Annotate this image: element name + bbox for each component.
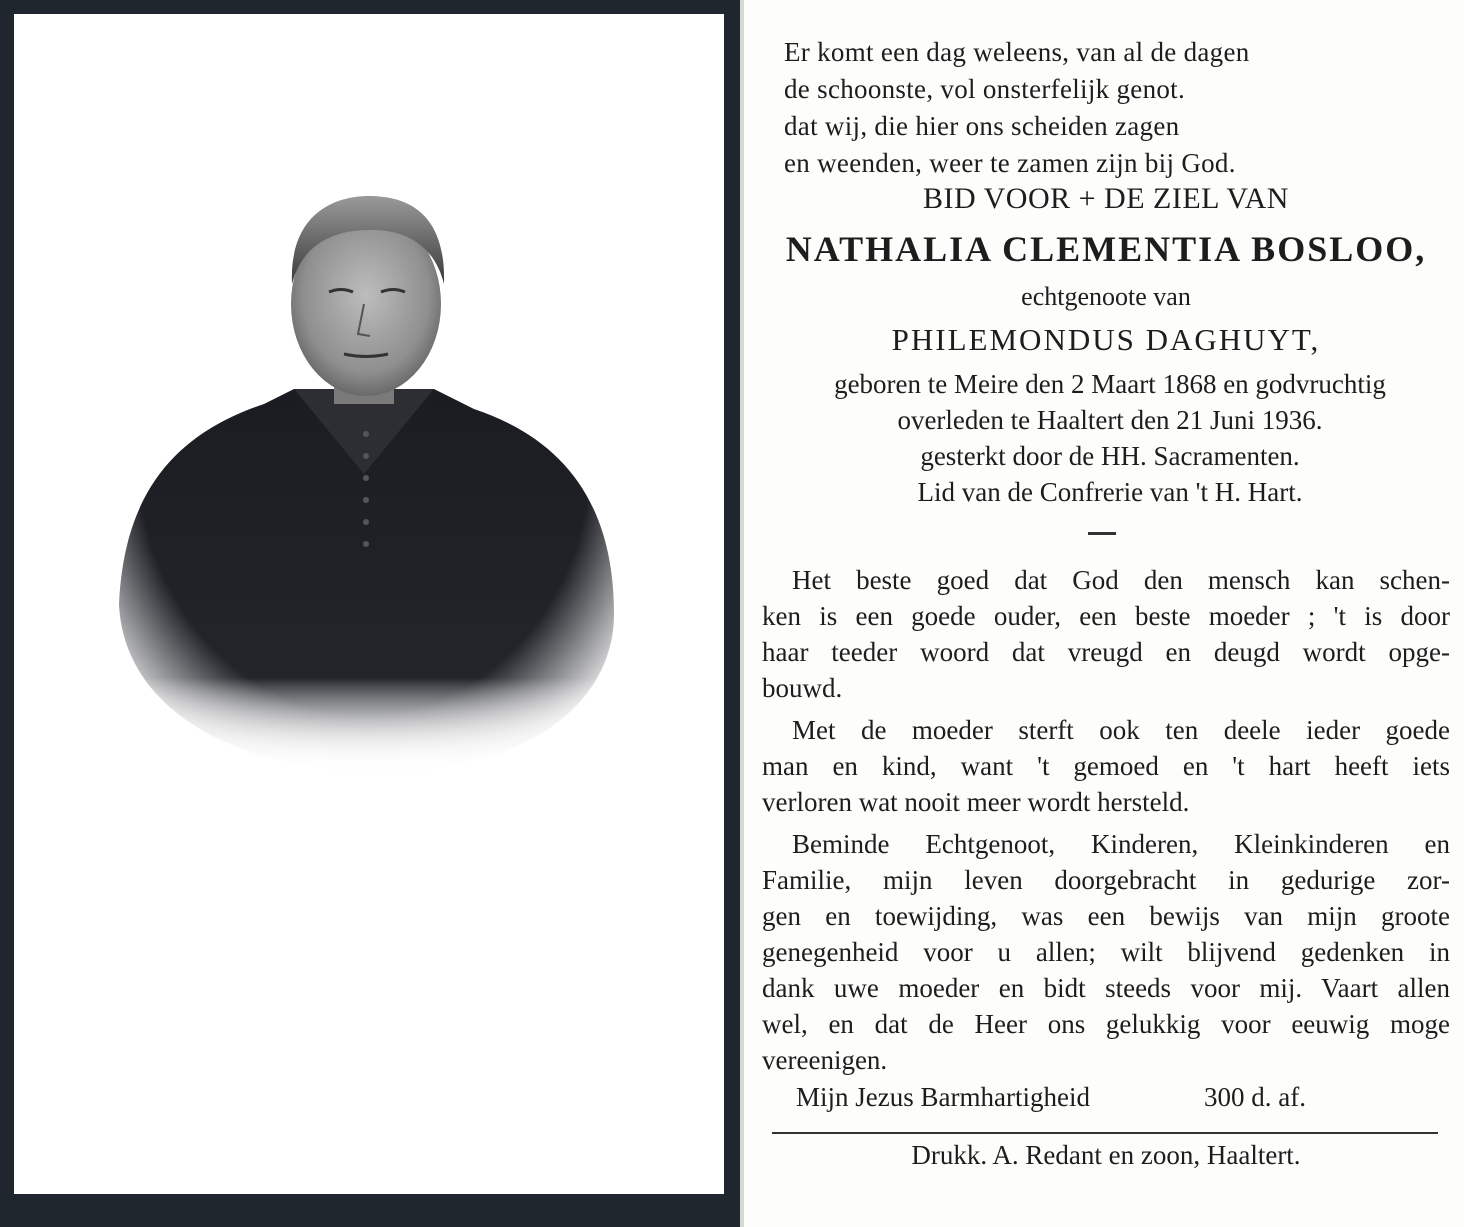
paragraph-line: wel, en dat de Heer ons gelukkig voor eeuwig moge: [762, 1009, 1450, 1039]
memorial-text-card: [740, 0, 1464, 1227]
paragraph-line: Met de moeder sterft ook ten deele ieder goede: [792, 715, 1450, 745]
paragraph-line: Het beste goed dat God den mensch kan schen-: [792, 565, 1450, 595]
bio-line: overleden te Haaltert den 21 Juni 1936.: [897, 405, 1323, 435]
paragraph-line: vereenigen.: [762, 1045, 888, 1075]
paragraph-line: haar teeder woord dat vreugd en deugd wordt opge-: [762, 637, 1450, 667]
portrait-photo: [94, 174, 634, 794]
paragraph-line: Beminde Echtgenoot, Kinderen, Kleinkinderen en: [792, 829, 1450, 859]
indulgence-amount: 300 d. af.: [1204, 1082, 1306, 1112]
spouse-intro: echtgenoote van: [1021, 282, 1191, 311]
indulgence-prayer: Mijn Jezus Barmhartigheid: [796, 1082, 1090, 1112]
bio-line: Lid van de Confrerie van 't H. Hart.: [917, 477, 1303, 507]
paragraph-line: dank uwe moeder en bidt steeds voor mij. Vaart allen: [762, 973, 1450, 1003]
paragraph-2: [762, 712, 1450, 820]
poem-line: dat wij, die hier ons scheiden zagen: [784, 111, 1180, 141]
poem-line: Er komt een dag weleens, van al de dagen: [784, 37, 1250, 67]
paragraph-3: [762, 826, 1450, 1078]
bio-line: geboren te Meire den 2 Maart 1868 en godvruchtig: [834, 369, 1386, 399]
paragraph-line: ken is een goede ouder, een beste moeder ; 't is door: [762, 601, 1450, 631]
paragraph-line: man en kind, want 't gemoed en 't hart heeft iets: [762, 751, 1450, 781]
separator-dash: [1088, 532, 1116, 535]
printer-credit: Drukk. A. Redant en zoon, Haaltert.: [911, 1140, 1301, 1170]
paragraph-line: verloren wat nooit meer wordt hersteld.: [762, 787, 1190, 817]
prayer-heading: BID VOOR + DE ZIEL VAN: [923, 182, 1289, 215]
deceased-name: NATHALIA CLEMENTIA BOSLOO,: [785, 229, 1427, 269]
paragraph-1: [762, 562, 1450, 706]
bio-line: gesterkt door de HH. Sacramenten.: [920, 441, 1300, 471]
paragraph-line: gen en toewijding, was een bewijs van mijn groote: [762, 901, 1450, 931]
divider-rule: [772, 1132, 1438, 1134]
biography: [752, 366, 1464, 510]
poem-line: de schoonste, vol onsterfelijk genot.: [784, 74, 1186, 104]
paragraph-line: genegenheid voor u allen; wilt blijvend gedenken in: [762, 937, 1450, 967]
spouse-name: PHILEMONDUS DAGHUYT,: [891, 322, 1321, 357]
poem: [784, 34, 1250, 182]
paragraph-line: Familie, mijn leven doorgebracht in gedurige zor-: [762, 865, 1450, 895]
indulgence-line: [796, 1082, 1326, 1113]
poem-line: en weenden, weer te zamen zijn bij God.: [784, 148, 1236, 178]
memorial-photo: [14, 14, 724, 1194]
paragraph-line: bouwd.: [762, 673, 843, 703]
